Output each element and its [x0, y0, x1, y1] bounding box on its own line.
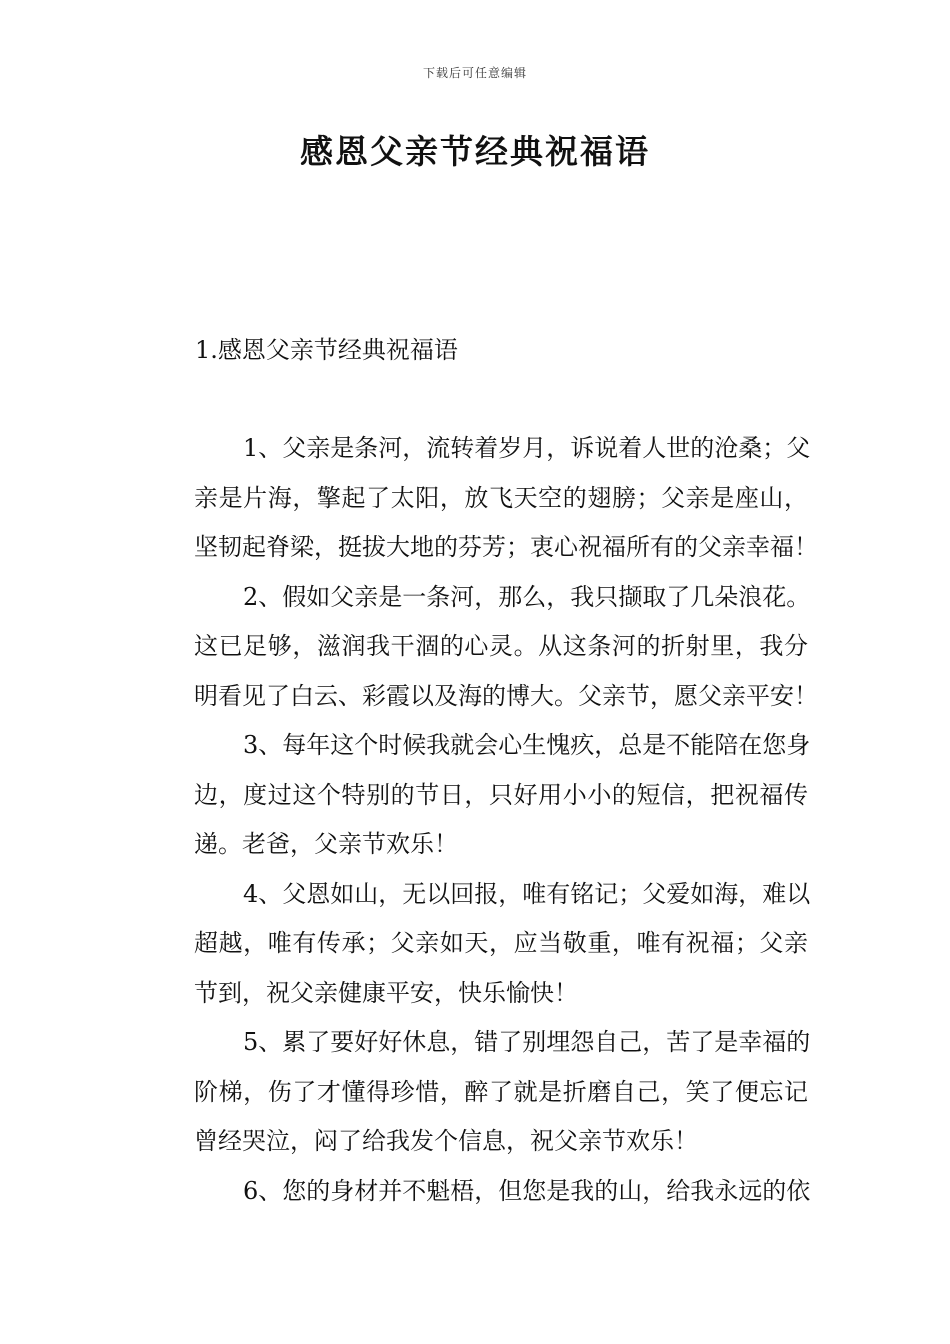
paragraph: [146, 721, 811, 870]
paragraph-line: 这已足够，滋润我干涸的心灵。从这条河的折射里，我分: [194, 632, 808, 660]
paragraph: [146, 573, 818, 722]
paragraph-line: 递。老爸，父亲节欢乐！: [194, 830, 458, 858]
paragraph-line: 亲是片海，擎起了太阳，放飞天空的翅膀；父亲是座山，: [194, 483, 808, 512]
paragraph-line: 曾经哭泣，闷了给我发个信息，祝父亲节欢乐！: [194, 1127, 698, 1155]
paragraph-line: 明看见了白云、彩霞以及海的博大。父亲节，愿父亲平安！: [194, 681, 818, 710]
document-title: 感恩父亲节经典祝福语: [300, 132, 650, 171]
paragraph: [146, 424, 818, 573]
page-header-note: 下载后可任意编辑: [422, 66, 527, 80]
paragraph-line: 6、您的身材并不魁梧，但您是我的山，给我永远的依: [243, 1176, 811, 1205]
paragraph-line: 阶梯，伤了才懂得珍惜，醉了就是折磨自己，笑了便忘记: [194, 1077, 808, 1106]
paragraph-line: 4、父恩如山，无以回报，唯有铭记；父爱如海，难以: [243, 879, 811, 908]
document-body: [146, 424, 818, 1216]
paragraph-line: 5、累了要好好休息，错了别埋怨自己，苦了是幸福的: [243, 1028, 811, 1056]
paragraph-line: 节到，祝父亲健康平安，快乐愉快！: [194, 978, 578, 1007]
section-heading: 1.感恩父亲节经典祝福语: [195, 336, 458, 364]
paragraph-line: 边，度过这个特别的节日，只好用小小的短信，把祝福传: [194, 780, 808, 809]
paragraph-line: 1、父亲是条河，流转着岁月，诉说着人世的沧桑；父: [243, 434, 811, 462]
paragraph-line: 坚韧起脊梁，挺拔大地的芬芳；衷心祝福所有的父亲幸福！: [194, 533, 818, 561]
paragraph-line: 3、每年这个时候我就会心生愧疚，总是不能陪在您身: [243, 731, 811, 759]
paragraph-line: 超越，唯有传承；父亲如天，应当敬重，唯有祝福；父亲: [194, 929, 808, 957]
paragraph: [146, 1018, 811, 1167]
paragraph-line: 2、假如父亲是一条河，那么，我只撷取了几朵浪花。: [243, 582, 811, 611]
paragraph: [146, 870, 811, 1019]
paragraph: [146, 1167, 811, 1217]
